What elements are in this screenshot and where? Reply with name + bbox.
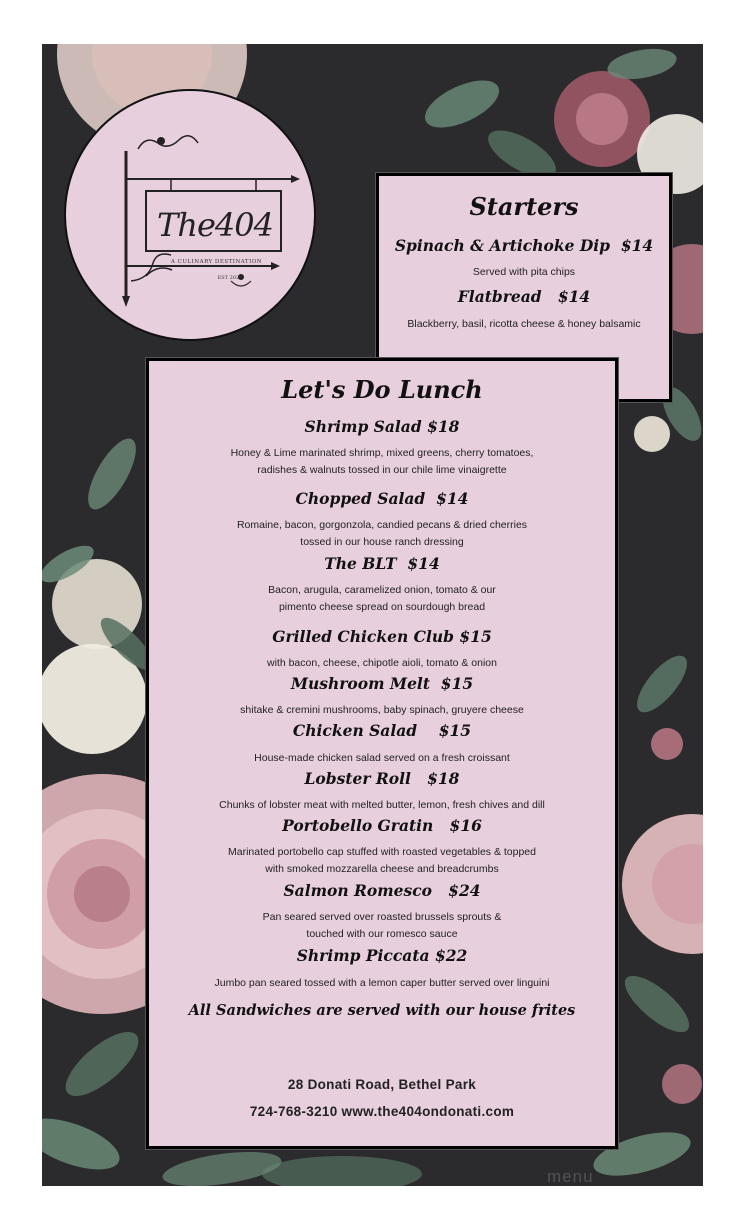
restaurant-contact: 724-768-3210 www.the404ondonati.com bbox=[249, 1104, 515, 1119]
lunch-item-description: with bacon, cheese, chipotle aioli, tomato & onion bbox=[267, 657, 497, 669]
lunch-item-name: The BLT $14 bbox=[324, 554, 440, 573]
watermark: menu bbox=[547, 1167, 594, 1186]
starter-item-name: Spinach & Artichoke Dip $14 bbox=[394, 236, 654, 255]
lunch-item-name: Shrimp Piccata $22 bbox=[296, 946, 468, 965]
lunch-item-description: Pan seared served over roasted brussels sprouts & bbox=[262, 911, 502, 923]
lunch-item-description: House-made chicken salad served on a fresh croissant bbox=[254, 752, 510, 764]
starter-item-description: Served with pita chips bbox=[472, 266, 576, 278]
starter-item-description: Blackberry, basil, ricotta cheese & honey balsamic bbox=[407, 318, 641, 330]
lunch-item-name: Mushroom Melt $15 bbox=[290, 674, 474, 693]
lunch-item-price: $18 bbox=[427, 417, 460, 436]
starter-item-price: $14 bbox=[620, 236, 654, 255]
logo-established: EST 2022 bbox=[217, 275, 243, 281]
lunch-item-description: Honey & Lime marinated shrimp, mixed greens, cherry tomatoes, bbox=[230, 447, 534, 459]
sandwich-note: All Sandwiches are served with our house frites bbox=[188, 1002, 576, 1019]
lunch-item-price: $15 bbox=[459, 627, 492, 646]
lunch-section bbox=[146, 358, 618, 1149]
lunch-item-name: Lobster Roll $18 bbox=[304, 769, 460, 788]
lunch-item-price: $14 bbox=[407, 554, 440, 573]
lunch-item-name: Chicken Salad $15 bbox=[292, 721, 472, 740]
lunch-heading: Let's Do Lunch bbox=[281, 375, 483, 404]
starter-item-name: Flatbread $14 bbox=[457, 287, 591, 306]
lunch-item-price: $22 bbox=[434, 946, 468, 965]
lunch-item-price: $16 bbox=[449, 816, 482, 835]
lunch-item-price: $24 bbox=[448, 881, 481, 900]
lunch-item-description: tossed in our house ranch dressing bbox=[300, 536, 464, 548]
logo-subtitle: A CULINARY DESTINATION bbox=[170, 259, 263, 265]
lunch-item-description: Jumbo pan seared tossed with a lemon caper butter served over linguini bbox=[214, 977, 550, 989]
logo-title: The404 bbox=[157, 206, 273, 244]
lunch-item-description: Romaine, bacon, gorgonzola, candied pecans & dried cherries bbox=[236, 519, 528, 531]
lunch-item-description: pimento cheese spread on sourdough bread bbox=[278, 601, 486, 613]
lunch-item-name: Salmon Romesco $24 bbox=[283, 881, 481, 900]
lunch-item-price: $14 bbox=[436, 489, 469, 508]
lunch-item-price: $18 bbox=[427, 769, 460, 788]
starters-heading: Starters bbox=[469, 192, 579, 221]
lunch-item-name: Chopped Salad $14 bbox=[295, 489, 469, 508]
lunch-item-name: Portobello Gratin $16 bbox=[282, 816, 482, 835]
lunch-item-price: $15 bbox=[438, 721, 472, 740]
lunch-item-description: Chunks of lobster meat with melted butter, lemon, fresh chives and dill bbox=[219, 799, 545, 811]
lunch-item-name: Shrimp Salad $18 bbox=[304, 417, 460, 436]
lunch-item-description: touched with our romesco sauce bbox=[306, 928, 458, 940]
lunch-item-name: Grilled Chicken Club $15 bbox=[272, 627, 492, 646]
menu-page bbox=[42, 44, 703, 1186]
logo-badge bbox=[64, 89, 316, 341]
restaurant-address: 28 Donati Road, Bethel Park bbox=[287, 1077, 477, 1092]
lunch-item-description: radishes & walnuts tossed in our chile lime vinaigrette bbox=[257, 464, 507, 476]
lunch-item-description: Bacon, arugula, caramelized onion, tomato & our bbox=[268, 584, 496, 596]
lunch-item-description: with smoked mozzarella cheese and breadcrumbs bbox=[265, 863, 499, 875]
lunch-item-price: $15 bbox=[440, 674, 474, 693]
lunch-item-description: shitake & cremini mushrooms, baby spinach, gruyere cheese bbox=[240, 704, 524, 716]
starter-item-price: $14 bbox=[557, 287, 591, 306]
lunch-item-description: Marinated portobello cap stuffed with roasted vegetables & topped bbox=[227, 846, 536, 858]
